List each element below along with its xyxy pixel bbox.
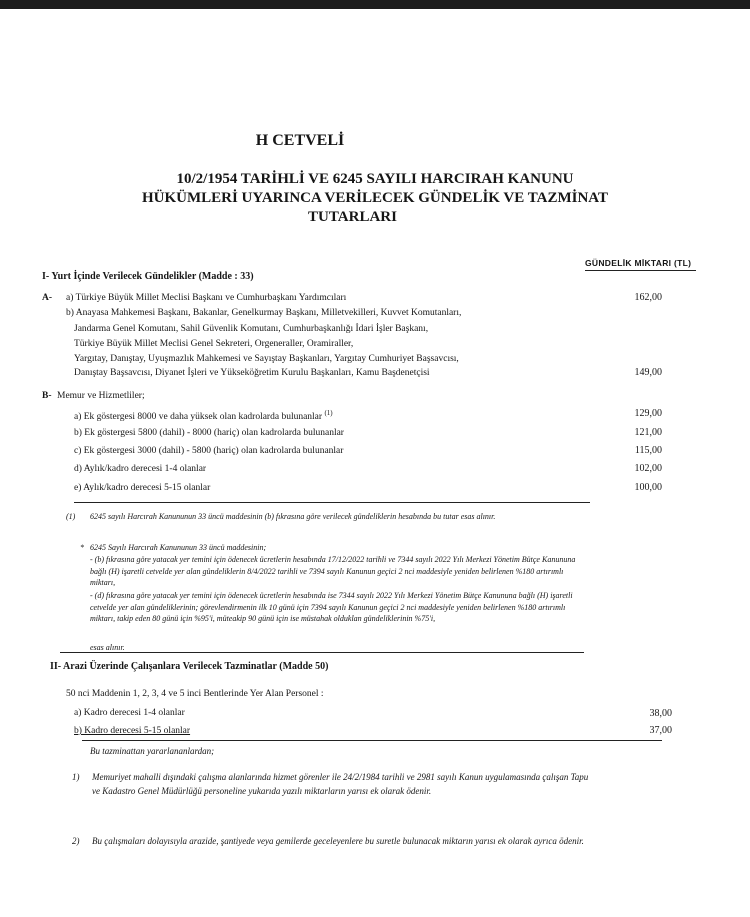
section2-intro: 50 nci Maddenin 1, 2, 3, 4 ve 5 inci Bentlerinde Yer Alan Personel : — [66, 689, 324, 699]
groupA-item-b-line: Jandarma Genel Komutanı, Sahil Güvenlik Komutanı, Cumhurbaşkanlığı İdari İşler Başkanı, — [74, 324, 429, 334]
subtitle-line: TUTARLARI — [308, 209, 397, 225]
groupB-item-b: b) Ek göstergesi 5800 (dahil) - 8000 (hariç) olan kadrolarda bulunanlar — [74, 428, 344, 438]
groupB-heading: Memur ve Hizmetliler; — [57, 391, 145, 401]
groupB-label: B- — [42, 391, 52, 401]
groupB-item-e: e) Aylık/kadro derecesi 5-15 olanlar — [74, 483, 211, 493]
amount-groupB-d: 102,00 — [634, 463, 662, 474]
footnote-divider — [74, 502, 590, 503]
subtitle-line: HÜKÜMLERİ UYARINCA VERİLECEK GÜNDELİK VE TAZMİNAT — [141, 190, 609, 206]
section1-heading: I- Yurt İçinde Verilecek Gündelikler (Madde : 33) — [42, 271, 254, 282]
amount-groupA-a: 162,00 — [634, 292, 662, 303]
page-subtitle — [0, 170, 750, 227]
footnote2-line: - (b) fıkrasına göre yatacak yer temini için ödenecek ücretlerin hesabında 17/12/2022 tarihli ve 7344 sayılı 2022 Yılı Merkezi Yönetim Bütçe Kanununa bağlı (H) işaretli cetvelde yer alan gündeliklerin 8/4/2022 tarihli ve 7394 sayılı Kanunun geçici 2 nci maddesiyle yeniden belirlenen %180 artırımlı miktarı, — [90, 555, 576, 587]
groupB-item-d: d) Aylık/kadro derecesi 1-4 olanlar — [74, 464, 207, 474]
footnote2-line: esas alınır. — [90, 643, 125, 652]
section2-item-a: a) Kadro derecesi 1-4 olanlar — [74, 708, 185, 718]
column-header-underline — [585, 270, 696, 271]
subtitle-line: 10/2/1954 TARİHLİ VE 6245 SAYILI HARCIRAH KANUNU — [176, 171, 574, 187]
footnote-ref: (1) — [324, 409, 333, 417]
amount-section2-a: 38,00 — [649, 708, 672, 719]
groupB-item-a — [74, 409, 333, 422]
amount-groupA-b: 149,00 — [634, 367, 662, 378]
amount-groupB-e: 100,00 — [634, 482, 662, 493]
section2-heading: II- Arazi Üzerinde Çalışanlara Verilecek Tazminatlar (Madde 50) — [50, 661, 329, 672]
amount-groupB-c: 115,00 — [634, 445, 662, 456]
groupA-item-b-line: Türkiye Büyük Millet Meclisi Genel Sekreteri, Orgeneraller, Oramiraller, — [74, 339, 354, 349]
footnote1-text: 6245 sayılı Harcırah Kanununun 33 üncü maddesinin (b) fıkrasına göre verilecek gündeliklerin hesabında bu tutar esas alınır. — [90, 512, 496, 521]
groupA-item-b-line: Yargıtay, Danıştay, Uyuşmazlık Mahkemesi ve Sayıştay Başkanları, Yargıtay Cumhuriyet Başsavcısı, — [74, 354, 459, 364]
footnote2-mark: * — [80, 543, 84, 552]
groupA-item-b-line: b) Anayasa Mahkemesi Başkanı, Bakanlar, Genelkurmay Başkanı, Milletvekilleri, Kuvvet Komutanları, — [66, 308, 462, 318]
section2-note-intro: Bu tazminattan yararlananlardan; — [90, 746, 215, 756]
amount-section2-b: 37,00 — [649, 725, 672, 736]
top-edge-bar — [0, 0, 750, 9]
amount-groupB-a: 129,00 — [634, 408, 662, 419]
section2-item-b-text: b) Kadro derecesi 5-15 olanlar — [74, 726, 191, 736]
groupB-item-c: c) Ek göstergesi 3000 (dahil) - 5800 (hariç) olan kadrolarda bulunanlar — [74, 446, 344, 456]
footnote2-line: 6245 Sayılı Harcırah Kanununun 33 üncü maddesinin; — [90, 543, 267, 552]
section2-item-b — [74, 726, 190, 736]
section2-note2-num: 2) — [72, 836, 80, 846]
amount-groupB-b: 121,00 — [634, 427, 662, 438]
section-divider — [60, 652, 584, 653]
section2-note1-num: 1) — [72, 772, 80, 782]
groupA-item-b-line: Danıştay Başsavcısı, Diyanet İşleri ve Yükseköğretim Kurulu Başkanları, Kamu Başdenetçisi — [74, 368, 430, 378]
groupA-label: A- — [42, 293, 53, 303]
groupA-item-a: a) Türkiye Büyük Millet Meclisi Başkanı ve Cumhurbaşkanı Yardımcıları — [66, 293, 347, 303]
page-title: H CETVELİ — [255, 132, 345, 149]
section2-note1-text: Memuriyet mahalli dışındaki çalışma alanlarında hizmet görenler ile 24/2/1984 tarihli ve 2981 sayılı Kanun uygulamasında çalışan Tapu ve Kadastro Genel Müdürlüğü personeline yukarıda yazılı miktarların yarısı ek olarak ödenir. — [92, 772, 589, 796]
footnote2-line: - (d) fıkrasına göre yatacak yer temini için ödenecek ücretlerin hesabında ise 7344 sayılı 2022 Yılı Merkezi Yönetim Bütçe Kanununa bağlı (H) işaretli cetvelde yer alan gündeliklerinin; görevlendirmenin ilk 10 günü için 7394 sayılı Kanunun geçici 2 nci maddesiyle yeniden belirlenen %180 artırımlı miktarı, takip eden 80 günü için %95'i, müteakip 90 günü için ise müstahak olduklan gündeliklerinin %75'i, — [90, 591, 573, 623]
groupB-item-a-text: a) Ek göstergesi 8000 ve daha yüksek olan kadrolarda bulunanlar — [74, 412, 323, 423]
section2-divider — [82, 740, 662, 741]
column-header: GÜNDELİK MİKTARI (TL) — [585, 258, 692, 268]
section2-note2-text: Bu çalışmaları dolayısıyla arazide, şantiyede veya gemilerde geceleyenlere bu suretle bulunacak miktarın yarısı ek olarak ayrıca ödenir. — [92, 836, 584, 846]
footnote1-mark: (1) — [66, 512, 76, 521]
